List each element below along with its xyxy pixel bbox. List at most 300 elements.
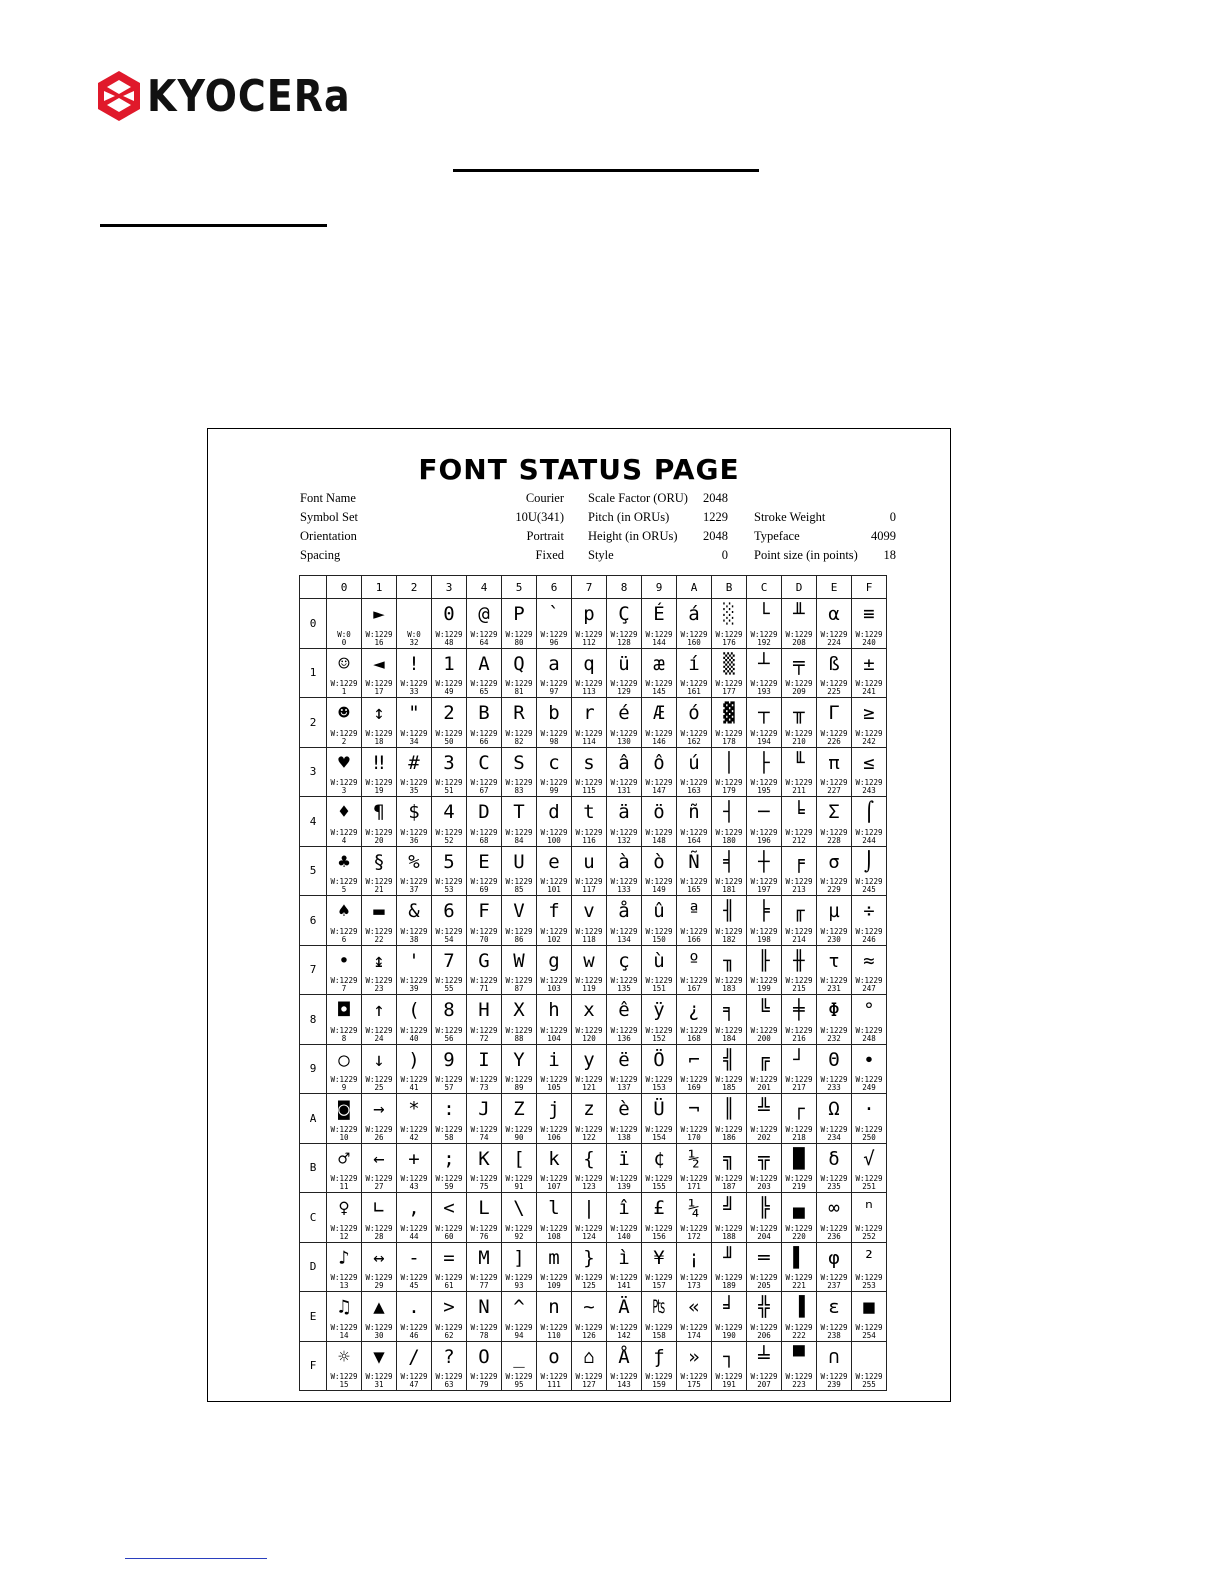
glyph-code: 3 (341, 786, 347, 795)
glyph-code: 127 (582, 1380, 596, 1389)
table-row (300, 945, 887, 995)
glyph-metrics (747, 779, 781, 795)
brand-wordmark: KYOCERa (147, 70, 351, 122)
glyph-metrics (537, 680, 571, 696)
glyph-cell (677, 1341, 712, 1391)
glyph-cell (537, 846, 572, 896)
glyph-metrics (432, 631, 466, 647)
glyph-code: 131 (617, 786, 631, 795)
glyph: Θ (828, 1048, 840, 1071)
spacing-label: Spacing (300, 548, 341, 562)
glyph-metrics (817, 1324, 851, 1340)
glyph: Y (513, 1048, 525, 1071)
height-label: Height (in ORUs) (588, 529, 678, 543)
glyph-code: 249 (862, 1083, 876, 1092)
glyph-width: W:1229 (540, 827, 568, 837)
glyph-width: W:1229 (540, 679, 568, 688)
glyph-metrics (362, 1126, 396, 1142)
glyph-width: W:1229 (680, 877, 708, 886)
glyph-code: 139 (617, 1182, 631, 1191)
font-name-label: Font Name (300, 491, 356, 505)
glyph-width: W:1229 (785, 1273, 813, 1282)
glyph-code: 189 (722, 1281, 736, 1290)
glyph: I (478, 1048, 490, 1071)
glyph-cell (327, 896, 362, 946)
glyph-metrics (467, 1373, 501, 1389)
glyph: ( (408, 999, 420, 1021)
glyph-width: W:1229 (680, 1025, 708, 1035)
table-row (300, 1193, 887, 1243)
row-header: C (300, 1193, 327, 1243)
glyph: 6 (443, 900, 455, 922)
glyph: ◘ (338, 999, 350, 1021)
glyph-metrics (327, 1175, 361, 1191)
glyph-metrics (362, 730, 396, 746)
glyph: ↔ (373, 1246, 385, 1269)
glyph-metrics (467, 1324, 501, 1340)
glyph-width: W:1229 (610, 1025, 638, 1035)
glyph: ÷ (863, 900, 875, 922)
glyph-code: 84 (514, 835, 524, 845)
glyph-code: 105 (547, 1083, 561, 1092)
glyph-cell (782, 1242, 817, 1292)
glyph-metrics (502, 1324, 536, 1340)
glyph-width: W:1229 (785, 926, 813, 936)
glyph-cell (782, 896, 817, 946)
glyph: ─ (758, 801, 770, 823)
glyph-width: W:1229 (750, 976, 778, 985)
glyph: ► (373, 603, 385, 625)
glyph-width: W:1229 (715, 778, 743, 787)
glyph-cell (432, 1242, 467, 1292)
glyph-width: W:1229 (435, 1025, 463, 1035)
glyph-metrics (572, 680, 606, 696)
glyph-width: W:1229 (645, 1025, 673, 1035)
glyph: ‼ (373, 751, 385, 774)
glyph: ├ (758, 751, 770, 774)
glyph-cell (537, 797, 572, 847)
glyph-code: 98 (549, 736, 559, 746)
glyph-width: W:1229 (820, 629, 848, 639)
glyph-code: 95 (514, 1380, 524, 1389)
glyph: █ (793, 1147, 805, 1170)
glyph-metrics (677, 1274, 711, 1290)
glyph-width: W:1229 (785, 728, 813, 738)
glyph-width: W:1229 (680, 1174, 708, 1183)
glyph-metrics (607, 878, 641, 894)
glyph: ■ (863, 1296, 875, 1318)
glyph-metrics (817, 1274, 851, 1290)
glyph: ! (408, 652, 420, 675)
glyph-cell (817, 599, 852, 649)
glyph-code: 137 (617, 1083, 631, 1092)
glyph-cell (537, 747, 572, 797)
glyph-code: 8 (341, 1033, 347, 1043)
glyph: ┤ (723, 801, 735, 823)
glyph-width: W:1229 (505, 1223, 533, 1233)
glyph-code: 160 (687, 637, 701, 647)
glyph-cell (572, 797, 607, 847)
glyph-code: 104 (547, 1033, 561, 1043)
glyph-metrics (782, 1175, 816, 1191)
glyph: ♣ (338, 850, 350, 873)
glyph-cell (782, 747, 817, 797)
glyph-metrics (432, 829, 466, 845)
glyph: [ (513, 1147, 525, 1170)
glyph-cell (467, 1044, 502, 1094)
glyph-metrics (747, 928, 781, 944)
glyph-cell (817, 945, 852, 995)
glyph: ☺ (338, 652, 350, 675)
glyph-width: W:1229 (435, 1322, 463, 1332)
glyph-metrics (817, 928, 851, 944)
glyph-width: W:1229 (575, 728, 603, 738)
glyph: Æ (653, 702, 665, 724)
glyph-metrics (537, 1324, 571, 1340)
glyph-metrics (537, 631, 571, 647)
glyph-code: 92 (514, 1231, 524, 1241)
glyph-cell (817, 648, 852, 698)
glyph: ▀ (793, 1345, 805, 1368)
glyph-code: 12 (339, 1231, 349, 1241)
glyph-metrics (817, 631, 851, 647)
glyph-metrics (817, 829, 851, 845)
glyph: ╚ (758, 999, 770, 1021)
glyph-width: W:1229 (680, 1223, 708, 1233)
glyph: ª (688, 900, 700, 922)
glyph-width: W:1229 (820, 1025, 848, 1035)
glyph-cell (677, 1143, 712, 1193)
glyph: b (548, 702, 560, 724)
glyph-code: 183 (722, 984, 736, 993)
glyph-metrics (642, 1225, 676, 1241)
glyph-code: 61 (444, 1281, 454, 1290)
glyph: * (408, 1098, 420, 1120)
glyph-width: W:1229 (470, 1124, 498, 1134)
glyph: ü (618, 652, 630, 675)
glyph-width: W:1229 (540, 1075, 568, 1084)
glyph-cell (362, 1193, 397, 1243)
glyph-code: 134 (617, 934, 631, 944)
glyph: ° (863, 999, 875, 1021)
glyph-cell (642, 1044, 677, 1094)
glyph-width: W:1229 (470, 778, 498, 787)
font-name-value: Courier (525, 491, 564, 505)
glyph-width: W:1229 (365, 827, 393, 837)
glyph-code: 87 (514, 984, 524, 993)
glyph-cell (432, 1094, 467, 1144)
glyph: ╤ (793, 652, 805, 675)
glyph: ~ (583, 1296, 595, 1318)
glyph-width: W:1229 (400, 1025, 428, 1035)
glyph: ≡ (863, 603, 875, 625)
glyph-metrics (432, 977, 466, 993)
glyph-code: 9 (341, 1083, 347, 1092)
glyph-cell (712, 599, 747, 649)
glyph-width: W:1229 (435, 1372, 463, 1381)
glyph: à (618, 850, 630, 873)
glyph-code: 184 (722, 1033, 736, 1043)
glyph: 3 (443, 751, 455, 774)
glyph: ╩ (758, 1098, 770, 1120)
glyph-code: 172 (687, 1231, 701, 1241)
glyph-width: W:1229 (715, 679, 743, 688)
glyph-cell (397, 995, 432, 1045)
glyph-width: W:1229 (785, 1372, 813, 1381)
section-rule (100, 224, 327, 227)
glyph-width: W:1229 (855, 877, 883, 886)
glyph-cell (782, 1341, 817, 1391)
glyph-metrics (572, 631, 606, 647)
glyph-cell (677, 599, 712, 649)
glyph: . (408, 1296, 420, 1318)
glyph-code: 193 (757, 687, 771, 696)
glyph-width: W:1229 (470, 926, 498, 936)
glyph-code: 6 (341, 934, 347, 944)
glyph-width: W:1229 (505, 1273, 533, 1282)
glyph: ñ (688, 801, 700, 823)
glyph: í (688, 652, 700, 675)
glyph: | (583, 1197, 595, 1219)
glyph-metrics (537, 977, 571, 993)
glyph-code: 49 (444, 687, 454, 696)
glyph-cell (362, 1143, 397, 1193)
glyph-cell (502, 995, 537, 1045)
glyph-cell (852, 747, 887, 797)
glyph-cell (642, 995, 677, 1045)
glyph-width: W:1229 (330, 976, 358, 985)
glyph-cell (467, 1292, 502, 1342)
glyph-width: W:1229 (680, 679, 708, 688)
glyph-width: W:1229 (505, 1075, 533, 1084)
glyph-metrics (607, 1225, 641, 1241)
glyph-width: W:1229 (855, 976, 883, 985)
glyph-cell (817, 698, 852, 748)
glyph-width: W:1229 (435, 1075, 463, 1084)
glyph: ê (618, 999, 630, 1021)
glyph-cell (782, 648, 817, 698)
glyph-width: W:1229 (715, 926, 743, 936)
glyph-metrics (712, 1274, 746, 1290)
glyph-code: 83 (514, 786, 524, 795)
glyph-width: W:1229 (330, 1322, 358, 1332)
glyph-width: W:1229 (575, 1025, 603, 1035)
glyph-width: W:1229 (855, 1075, 883, 1084)
glyph: o (548, 1345, 560, 1368)
glyph-cell (327, 599, 362, 649)
glyph: ▓ (723, 702, 735, 724)
glyph-width: W:1229 (400, 877, 428, 886)
glyph: ç (618, 949, 630, 972)
glyph: ▲ (373, 1296, 385, 1318)
column-header: 0 (327, 576, 362, 599)
glyph-code: 13 (339, 1281, 349, 1290)
glyph-metrics (782, 829, 816, 845)
glyph-metrics (642, 1274, 676, 1290)
glyph-code: 33 (409, 687, 419, 696)
glyph-cell (852, 1341, 887, 1391)
glyph-cell (572, 599, 607, 649)
glyph: ¢ (653, 1147, 665, 1170)
glyph-cell (327, 846, 362, 896)
glyph: Ñ (688, 850, 700, 873)
glyph-cell (467, 1094, 502, 1144)
glyph: ░ (723, 603, 735, 625)
glyph-metrics (362, 631, 396, 647)
column-header: B (712, 576, 747, 599)
height-value: 2048 (703, 529, 728, 543)
table-row (300, 698, 887, 748)
glyph-code: 142 (617, 1330, 631, 1340)
glyph-metrics (852, 1175, 886, 1191)
glyph-width: W:1229 (645, 827, 673, 837)
glyph-cell (572, 1044, 607, 1094)
column-header: 3 (432, 576, 467, 599)
glyph-metrics (852, 829, 886, 845)
glyph: + (408, 1147, 420, 1170)
glyph: Γ (828, 702, 840, 724)
glyph: 8 (443, 999, 455, 1021)
glyph-width: W:1229 (855, 1372, 883, 1381)
glyph-code: 180 (722, 835, 736, 845)
glyph-cell (747, 1292, 782, 1342)
glyph-metrics (327, 1225, 361, 1241)
glyph: ▐ (793, 1296, 805, 1318)
glyph-cell (677, 698, 712, 748)
glyph-code: 41 (409, 1083, 419, 1092)
column-header: E (817, 576, 852, 599)
glyph: / (408, 1345, 420, 1368)
glyph-width: W:1229 (470, 976, 498, 985)
glyph-code: 60 (444, 1231, 454, 1241)
glyph-cell (782, 698, 817, 748)
glyph-code: 93 (514, 1281, 524, 1290)
glyph: @ (478, 603, 490, 625)
glyph-cell (677, 648, 712, 698)
glyph: = (443, 1246, 455, 1269)
glyph-code: 200 (757, 1033, 771, 1043)
glyph-code: 1 (341, 687, 347, 696)
glyph-metrics (432, 730, 466, 746)
glyph-code: 124 (582, 1231, 596, 1241)
glyph: » (688, 1345, 700, 1368)
glyph-width: W:1229 (400, 1273, 428, 1282)
glyph: F (478, 900, 490, 922)
glyph-code: 85 (514, 885, 524, 894)
glyph-code: 153 (652, 1083, 666, 1092)
glyph-cell (852, 995, 887, 1045)
glyph-width: W:1229 (610, 976, 638, 985)
glyph-metrics (432, 878, 466, 894)
glyph-metrics (782, 1225, 816, 1241)
glyph-code: 226 (827, 736, 841, 746)
glyph-metrics (572, 730, 606, 746)
glyph-metrics (607, 1126, 641, 1142)
scale-factor-value: 2048 (703, 491, 728, 505)
glyph-cell (397, 698, 432, 748)
glyph-width: W:1229 (330, 728, 358, 738)
glyph-metrics (327, 977, 361, 993)
glyph-cell (817, 995, 852, 1045)
glyph-cell (747, 797, 782, 847)
glyph-cell (327, 648, 362, 698)
glyph-metrics (712, 1027, 746, 1043)
glyph: $ (408, 801, 420, 823)
glyph-cell (327, 1094, 362, 1144)
glyph-code: 55 (444, 984, 454, 993)
glyph: { (583, 1147, 595, 1170)
glyph-cell (362, 896, 397, 946)
glyph: ╥ (793, 702, 805, 724)
glyph-metrics (817, 878, 851, 894)
row-header: A (300, 1094, 327, 1144)
glyph-cell (712, 648, 747, 698)
glyph-code: 209 (792, 687, 806, 696)
glyph-cell (642, 599, 677, 649)
glyph-width: W:1229 (365, 926, 393, 936)
glyph-cell (677, 1242, 712, 1292)
glyph-metrics (572, 1225, 606, 1241)
glyph-code: 44 (409, 1231, 419, 1241)
corner-cell (300, 576, 327, 599)
glyph-width: W:1229 (610, 728, 638, 738)
glyph-code: 206 (757, 1330, 771, 1340)
glyph-metrics (572, 1324, 606, 1340)
glyph-metrics (747, 1126, 781, 1142)
glyph-metrics (572, 977, 606, 993)
glyph-code: 54 (444, 934, 454, 944)
glyph-code: 32 (409, 637, 419, 647)
glyph-width: W:1229 (750, 877, 778, 886)
glyph: Φ (828, 999, 840, 1021)
glyph-code: 36 (409, 835, 419, 845)
glyph: P (513, 603, 525, 625)
glyph: ♥ (338, 751, 350, 774)
glyph-metrics (747, 977, 781, 993)
glyph-metrics (432, 1373, 466, 1389)
orientation-value: Portrait (526, 529, 564, 543)
glyph: R (513, 702, 525, 724)
scale-factor-label: Scale Factor (ORU) (588, 491, 688, 505)
glyph-cell (572, 747, 607, 797)
glyph-cell (537, 1242, 572, 1292)
glyph-cell (432, 648, 467, 698)
glyph: ; (443, 1147, 455, 1170)
glyph-cell (607, 1143, 642, 1193)
glyph-cell (677, 896, 712, 946)
glyph-code: 223 (792, 1380, 806, 1389)
glyph-metrics (642, 1373, 676, 1389)
glyph-width: W:1229 (855, 629, 883, 639)
glyph-code: 136 (617, 1033, 631, 1043)
glyph-cell (747, 1193, 782, 1243)
glyph-cell (502, 599, 537, 649)
glyph-metrics (467, 878, 501, 894)
glyph-cell (852, 1242, 887, 1292)
glyph-metrics (502, 1076, 536, 1092)
glyph-code: 192 (757, 637, 771, 647)
glyph-width: W:1229 (575, 827, 603, 837)
glyph-code: 174 (687, 1330, 701, 1340)
glyph-width: W:1229 (715, 1322, 743, 1332)
glyph-code: 157 (652, 1281, 666, 1290)
glyph-width: W:1229 (330, 1174, 358, 1183)
glyph-cell (397, 896, 432, 946)
row-header: 7 (300, 945, 327, 995)
glyph: N (478, 1296, 490, 1318)
glyph-width: W:1229 (365, 877, 393, 886)
glyph-code: 66 (479, 736, 489, 746)
